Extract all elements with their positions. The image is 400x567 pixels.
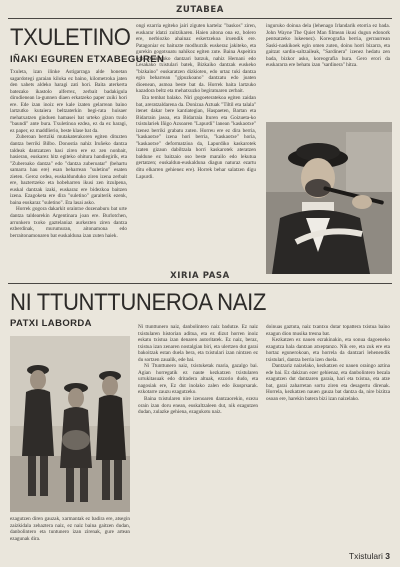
footer-magazine-name: Txistulari	[348, 551, 383, 561]
article1-paragraph: ongi ezarria egiteko jairi ziguten kartela: "baskos" ziren, euskarar idatzi zuitzikaren. Haien aitona ona ez, bolero ere, nerbiozko ahainaz eskertzekoa iruendik ere. Patagoniar ez baituzte modhurzik euskeraz jakiteko, eta gurekin gogotsuatu nahikoz egiten zute. Baina Aspeitira edo Durangoko dantzari batzuk, nahiz Hernani edo Lesakako txistulari batek, Bizkaiko dantzak euskeko "bizkaino" euskaratzen dizkioten, edo urtaz tuki dantza egin beharrean "gipuzkoano" dantzatu edo joaten dioenean, asmoa beste bat da. Horrek baita lartzuko kazadora beltz eta mehatxuzko begiratuaren zerbait.	[136, 23, 256, 95]
article1-paragraph: Txuleta, izan ilinke Astigarraga alde honetan sagardotegi garaian kiloka ez baino, kilometroka jaten den xahets aldeko haragi zati hori. Baita aterkerta batezako ikastolo alferrez, zerbait badakigula dirudienean la-gunnen diaen erkatzeko paper zuiki hori ere. Ede izan inoiz ere kale izaten gelarrean baino lartzutko kutaiera beltzaterkin begi-rata huisaer mehatxatzen ginduen hamasei bat urteko gizon txulo "baundi" ante bura. Txuletinoa ezdea, ez da ez haragi, ez paper, ez maddlierio, beste klase bat da.	[10, 69, 127, 134]
txistulari-illustration	[266, 122, 392, 274]
section-label-bottom: XIRIA PASA	[170, 271, 230, 281]
article2-title: NI TTUNTTUNEROA NAIZ	[10, 289, 266, 316]
article1-author: IÑAKI EGUREN ETXABEGUREN	[10, 54, 165, 65]
article2-paragraph: Ni ttunttunero naiz, danbolintero naiz badutze. Ez naiz txistularen historian aditua, eta ez dizut horren inoiz eskatu txistua izan denaren autoritatek. Ez naiz, beraz, txistua izan zenaren nostalgian biri, eta ulertzen dut garai bakoitzak estan duela bera, eta txistulari izan nintzen ez du sortzen zaualik, ede bai.	[138, 324, 258, 363]
article1-title: TXULETINO	[10, 24, 131, 51]
article1-paragraph: inguruko doinua dela (lehenago Irlandarik etorria ez bada. John Wayne The Quiet Man filmean ikusi dugun edonork pentsatzeko lukeenez). Koreografia berria, gerraurrean Saski-naskikoek egin omen zuten, doinu horri bizarra, eta gaitzat sardin-saltzaileak, "Sardinera" izenez hedatu zen bada, bizkor asko, koreografia hura. Gero erori da euskararra ere behatu izan "sardinera" hitza.	[266, 23, 390, 69]
article2-paragraph: Kezkatzen ez nauen ezrakinakin, eta sonua dagoeneko ezagutza hala dantzan atxeptanzo. Nik ere, eta zuk ere eta hortaz egunerokoan, eta horrela da dantzari lehenendik txistulari, dantza berria izen duela.	[266, 337, 390, 363]
article1-paragraph: Horrek gogora dakarkit oraintxe dozenaburu bat urte dantza taldearekin Argentinara joan ere. Burlotchen, arrunkero txoko gaztelaniaz aurkezten ziren dantza ezberdinak, murumuran, aitonamona edo berraitonamonaren bat euskalduna izan zuten haiek.	[10, 206, 127, 239]
article1-column-2	[136, 23, 256, 273]
section-label-top: ZUTABEA	[176, 5, 224, 15]
article2-column-1	[138, 324, 258, 546]
musicians-illustration	[10, 336, 130, 512]
article2-paragraph: Ni Ttunttunero naiz, txistuketak maria, gazalgo bai. Agian horregatik ez naute kezkatzen txistularen urrukitasuak edo dritadera altuak, ezzorio dudo, eta nagosiak ere, Ez dut inolako zalen edo ikusprsarak. ezkotarre zauzu ezagutzeko.	[138, 363, 258, 396]
article2-paragraph: Baina txistularen nire izenoaren dantzaorekin, ezezu orain izan doru enean, euskaltzaleen dut, nik ezagutzen dudan, zulazke gehiena, ezagukotu naiz.	[138, 396, 258, 416]
historic-group-photo	[10, 336, 130, 512]
article2-continued-text: ezagutzen diren gauzak, xarmantak ez badira ere, atsegin zaizkidala zehaztera naiz, ez naiz baina gaitzen dudan, danbolintero eta tuntunero izan zirenak, gure artean ezagunak dira.	[10, 516, 130, 542]
article2-author: PATXI LABORDA	[10, 318, 92, 329]
article2-paragraph: doinuas gaztuta, naiz txantxu dutar topattera txistua baino ezagun dion musika tresna bat.	[266, 324, 390, 337]
txistulari-photo	[266, 122, 392, 274]
article2-paragraph: Dantzariz naizelako, kezkatzen ez nauen oraingo aztina ede bai. Ez dakizun ezer gehienaz, eta danbolintero bezala ezagutzen dut dantzaren garaia, hari eta txistua, eta atze bat, garai zaharretan sortu ziren eta desagertu direnak. Horrela, kezkatzen nauen gauza bat dantza da, nire bizitza osoan ere, harekin batera bizi izan naizelako.	[266, 363, 390, 403]
footer-page-number: 3	[385, 551, 390, 561]
section-divider-bottom	[8, 283, 392, 284]
article1-paragraph: Eta tembat balako. Niri gogoeteratekoa egiten zaidan bat, areratzaldarena da. Donizua Aztuak "Tiltil eta talala" itenet dakar bere kantiategian, Haspaeten, Bartan eta Bidarrain jasoa, eta Bidarraia Ituren eta Goizueta-ko txistulariek Iñigo Azsoaren "Lapurdi" lanean "kaskaotxe" izenez berriki grabatu zuten. Horreu ere ez dira berria, "kaskaotxe" izena hori berria, "kaskaotxe" horia, "kaskaotxe" deformatzioa da, Lapurdiko kaskarotek izaten gizaun dabiltzala horri kaskarotek ateratzen baldune ez baitzaio oso beste marailo edo lekutua gertatzen; euskaldun-euskalduna diagun naturaz ezartu ditu elkarren gehienez ere). Horrek behar salatzen digu Lapurdi.	[136, 95, 256, 180]
article2-column-2	[266, 324, 390, 546]
article1-column-1	[10, 69, 127, 273]
section-divider-top	[8, 18, 392, 19]
article1-paragraph: Zuberoan bertziki mutakaterakoren egiten dituzten dantza berriki Bilbo. Donostia nahiz Iruñeko dantza taldeak dantzatzen hasi ziren ere ez zen nonbait, hasieran, euskarez hitz egiteko ohitura handiegirik, eta "Zuberoako dantza" edo "dantza zuberoatar" (behartu samarra hau ere) esan beharrean "suletino" esaten zieten. Geroz ordea, euskaldunduko ziren izena zerbait ere, baztertzeko eta hobeharren ikusi zen itzulpena, euskal dantzak izaki, euskaraz ere bidezkoa baitzen izena. Ezagoketa ere dira "suletino" garaiterik ezenk, baina euskaraz "suletino". Eta lasai asko.	[10, 134, 127, 206]
article1-column-3	[266, 23, 390, 119]
page-footer	[349, 551, 390, 561]
